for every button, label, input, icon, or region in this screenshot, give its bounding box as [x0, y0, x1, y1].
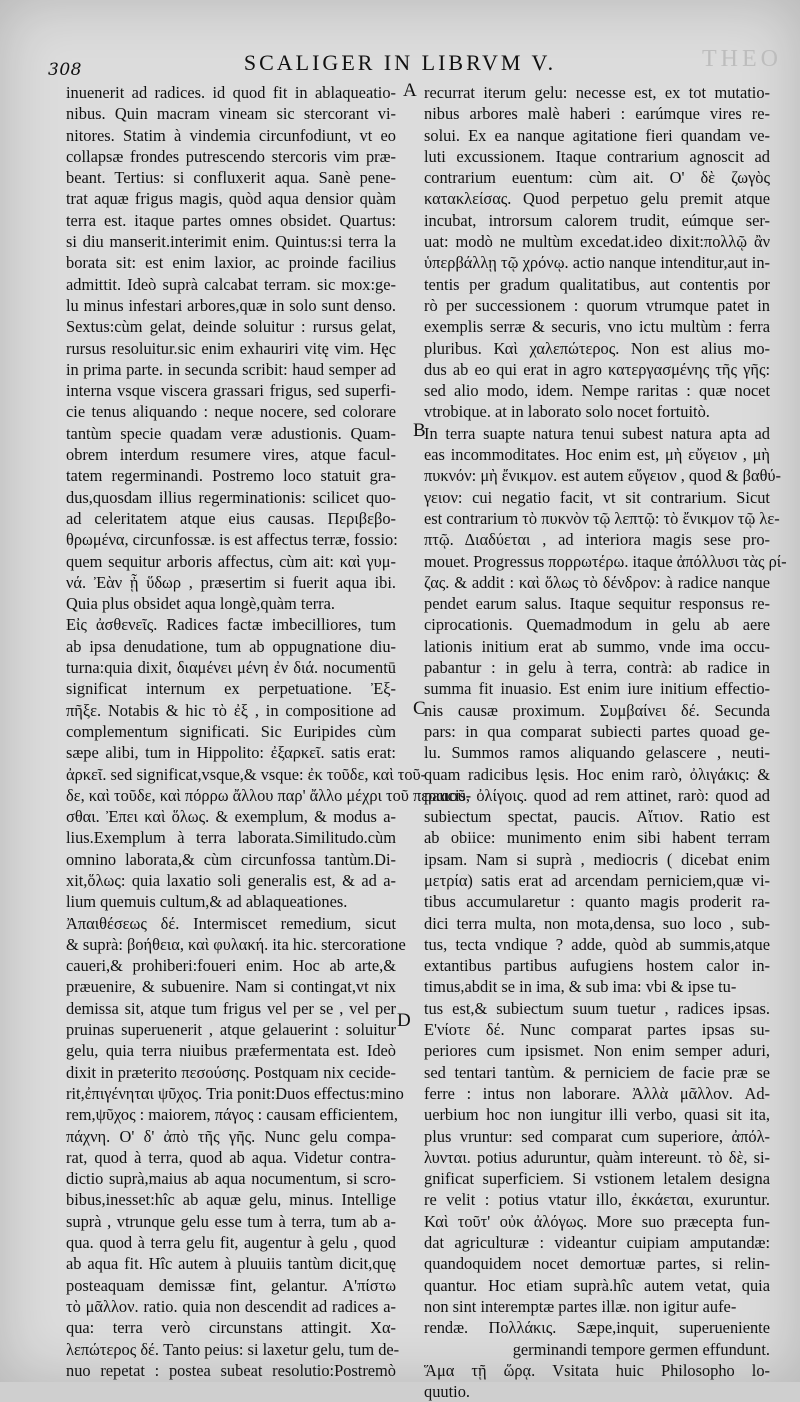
text-line: caueri,& prohiberi:foueri enim. Hoc ab arte,& — [66, 956, 396, 976]
text-line: quantur. Hoc etiam suprà.hîc autem vetat, quia — [424, 1275, 770, 1295]
text-line: pendet earum salus. Itaque sequitur responsus re- — [424, 594, 770, 614]
text-line: incubat, introrsum calorem trudit, eúmque ser- — [424, 210, 770, 230]
text-line: nuo repetat : postea subeat resolutio:Postremò — [66, 1360, 396, 1380]
text-line: nitores. Statim à vindemia circunfodiunt, vt eo — [66, 125, 396, 145]
text-line: uat: modò ne multùm excedat.ideo dixit:πολλῷ ἂν — [424, 232, 770, 252]
text-line: mouet. Progressus πορρωτέρω. itaque ἀπόλλυσι τὰς ρί- — [424, 551, 787, 571]
text-line: nibus. Quin macram vineam sic stercorant vi- — [66, 104, 396, 124]
margin-letter-b: B — [413, 420, 426, 441]
text-line: μετρία) satis erat ad arcendam perniciem,quæ vi- — [424, 870, 770, 890]
text-line: collapsæ frondes putrescendo stercoris vim præ- — [66, 146, 396, 166]
text-line: eas incommoditates. Hoc enim est, μὴ εὔγειον , μὴ — [424, 445, 770, 465]
text-line: borata sit: est enim laxior, ac proinde facilius — [66, 253, 396, 273]
text-line: qua. quod à terra gelu fit, augentur à gelu , quod — [66, 1233, 396, 1253]
text-line: bibus,inesset:hîc ab aquæ gelu, minus. Intellige — [66, 1190, 396, 1210]
text-line: extantibus partibus aufugiens hostem calor in- — [424, 956, 770, 976]
text-line: pabantur : in gelu à terra, contrà: ab radice in — [424, 658, 770, 678]
text-line: rat, quod à terra, quod ab aqua. Videtur contra- — [66, 1147, 396, 1167]
text-line: πῆξε. Notabis & hic τὸ ἐξ , in compositione ad — [66, 700, 396, 720]
text-line: ab ipsa denudatione, tum ab oppugnatione diu- — [66, 636, 396, 656]
text-line: ζας. & addit : καὶ ὅλως τὸ δένδρον: à radice nanque — [424, 572, 770, 592]
text-line: turna:quia dixit, διαμένει μένη ἐν διά. nocumentū — [66, 658, 396, 678]
text-line: quem sequitur arboris affectus, cùm ait: καὶ γυμ- — [66, 551, 396, 571]
text-line: quam radicibus lęsis. Hoc enim rarò, ὀλιγάκις: & — [424, 764, 770, 784]
text-line: solui. Ex ea nanque agitatione fieri quandam ve- — [424, 125, 770, 145]
text-line: omnino laborata,& cùm circunfossa tantùm.Di- — [66, 849, 396, 869]
text-line: ἀρκεῖ. sed significat,vsque,& vsque: ἐκ τοῦδε, καὶ τοῦ- — [66, 764, 427, 784]
text-line: Ε'νίοτε δέ. Nunc comparat partes ipsas su- — [424, 1020, 770, 1040]
margin-letter-c: C — [413, 698, 426, 719]
text-line: sæpe alibi, tum in Hippolito: ἐξαρκεῖ. satis erat: — [66, 743, 396, 763]
text-line: Quia plus obsidet aqua longè,quàm terra. — [66, 594, 336, 614]
text-line: ab aqua fit. Hîc autem à pluuiis tantùm dicit,quę — [66, 1254, 396, 1274]
text-line: πυκνόν: μὴ ἔνικμον. est autem εὔγειον , quod & βαθύ- — [424, 466, 782, 486]
text-line: lu. Summos ramos aliquando gelascere , neuti- — [424, 743, 770, 763]
text-line: cie tenus aliquando : neque nocere, sed colorare — [66, 402, 396, 422]
text-line: ab obiice: munimento enim sibi habent terram — [424, 828, 770, 848]
text-line: timus,abdit se in ima, & sub ima: vbi & ipse tu- — [424, 977, 737, 997]
text-line: pluribus. Καὶ χαλεπώτερος. Non est alius mo- — [424, 338, 770, 358]
text-line: posteaquam demissæ fint, gelantur. Α'πίστω — [66, 1275, 396, 1295]
text-line: in prima parte. in secunda scribit: haud semper ad — [66, 359, 396, 379]
text-line: vtrobique. at in laborato solo nocet fortuitò. — [424, 402, 710, 422]
text-line: pruinas superuenerit , atque gelauerint : soluitur — [66, 1020, 396, 1040]
text-line: rursus resoluitur.sic enim exhauriri vitę vim. Hęc — [66, 338, 396, 358]
text-line: complementum significati. Sic Euripides cùm — [66, 721, 396, 741]
text-line: sed alio modo, idem. Nempe raritas : quæ nocet — [424, 381, 770, 401]
text-line: recurrat iterum gelu: necesse est, ex tot mutatio- — [424, 83, 770, 102]
text-line: ferre : intus non laborare. Ἀλλὰ μᾶλλον. Ad- — [424, 1083, 770, 1103]
text-line: paucis, ὀλίγοις. quod ad rem attinet, rarò: quod ad — [424, 785, 770, 805]
left-text-column — [66, 82, 472, 1380]
text-line: inuenerit ad radices. id quod fit in ablaqueatio- — [66, 83, 396, 102]
text-line: rò per successionem : quorum vtrumque patet in — [424, 295, 770, 315]
text-line: lium quemuis cultum,& ad ablaqueationes. — [66, 892, 348, 912]
text-line: σθαι. Ἐπει καὶ ὅλως. & exemplum, & modus a- — [66, 807, 396, 827]
text-line: pars: in qua comparat subiecti partes quoad ge- — [424, 721, 770, 741]
text-line: rendæ. Πολλάκις. Sæpe,inquit, superueniente — [424, 1318, 770, 1338]
text-line: non sint interemptæ partes illæ. non igitur aufe- — [424, 1296, 737, 1316]
text-line: νά. Ἐὰν ᾖ ὕδωρ , præsertim si fuerit aqua ibi. — [66, 572, 396, 592]
text-line: Ἅμα τῇ ὥρᾳ. Vsitata huic Philosopho lo- — [424, 1360, 770, 1380]
text-line: dus ab eo qui erat in agro κατεργασμένης τῆς γῆς: — [424, 359, 770, 379]
margin-letter-d: D — [397, 1010, 411, 1031]
text-line: Εἰς ἀσθενεῖς. Radices factæ imbecilliores, tum — [66, 615, 396, 635]
text-line: tantùm specie quadam veræ adustionis. Quam- — [66, 423, 396, 443]
text-line: germinandi tempore germen effundunt. — [512, 1339, 770, 1359]
text-line: rem,ψῦχος : maiorem, πάγος : causam efficientem, — [66, 1105, 398, 1125]
text-line: θρωμένα, circunfossæ. is est affectus terræ, fossio: — [66, 530, 398, 550]
text-line: nis causæ proximum. Συμβαίνει δέ. Secunda — [424, 700, 770, 720]
text-line: Sextus:cùm gelat, deinde soluitur : rursus gelat, — [66, 317, 396, 337]
text-line: quandoquidem nocet demortuæ partes, si relin- — [424, 1254, 770, 1274]
running-head: SCALIGER IN LIBRVM V. — [243, 50, 557, 75]
text-line: ὑπερβάλλῃ τῷ χρόνῳ. actio nanque intenditur,aut in- — [424, 253, 770, 273]
text-line: rit,ἐπιγένηται ψῦχος. Tria ponit:Duos effectus:mino — [66, 1083, 404, 1103]
text-line: & suprà: βοήθεια, καὶ φυλακή. ita hic. stercoratione — [66, 934, 406, 954]
text-line: terra est. itaque partes omnes obsidet. Quartus: — [66, 210, 396, 230]
text-line: quutio. — [424, 1382, 470, 1402]
text-line: tus, tecta vndique ? adde, quòd ab summis,atque — [424, 934, 770, 954]
text-line: ciprocationis. Quemadmodum in gelu ab aere — [424, 615, 770, 635]
text-line: tentis per gradum qualitatibus, aut contentis por — [424, 274, 770, 294]
text-line: πάχνη. Ο' δ' ἀπὸ τῆς γῆς. Nunc gelu compa- — [66, 1126, 396, 1146]
page-number: 308 — [48, 60, 82, 80]
text-line: demissa sit, atque tum frigus vel per se , vel per — [66, 998, 396, 1018]
text-line: exemplis serræ & securis, vno ictu multùm : ferra — [424, 317, 770, 337]
text-line: summa fit inuasio. Est enim iure initium effectio- — [424, 679, 770, 699]
text-line: præuenire, & subuenire. Nam si contingat,vt nix — [66, 977, 396, 997]
text-line: est contrarium τὸ πυκνὸν τῷ λεπτῷ: τὸ ἔνικμον τῷ λε- — [424, 508, 780, 528]
text-line: tibus accumularetur : quanto magis proderit ra- — [424, 892, 770, 912]
text-line: Ἀπαιθέσεως δέ. Intermiscet remedium, sicut — [66, 913, 396, 933]
text-line: obrem interdum resumere vires, atque facul- — [66, 445, 396, 465]
text-line: gnificat superficiem. Si vstionem letalem designa — [424, 1169, 770, 1189]
text-line: beant. Tertius: si confluxerit aqua. Sanè pene- — [66, 168, 396, 188]
right-text-column — [424, 82, 787, 1402]
text-line: interna vsque viscera grassari frigus, sed superfi- — [66, 381, 396, 401]
text-line: tus est,& subiectum suum tuetur , radices ipsas. — [424, 998, 770, 1018]
text-line: dat agriculturæ : videantur cuipiam amputandæ: — [424, 1233, 770, 1253]
text-line: κατακλείσας. Quod perpetuo gelu premit atque — [424, 189, 770, 209]
text-line: gelu, quia terra niuibus præfermentata est. Ideò — [66, 1041, 396, 1061]
text-line: lationis initium erat ab summo, vnde ima occu- — [424, 636, 770, 656]
text-line: admittit. Ideò suprà calcabat terram. sic mox:ge- — [66, 274, 396, 294]
text-line: γειον: cui negatio facit, vt sit contrarium. Sicut — [424, 487, 770, 507]
text-line: dus,quosdam illius regerminationis: scilicet quo- — [66, 487, 396, 507]
text-line: nibus arbores malè haberi : earúmque vires re- — [424, 104, 770, 124]
text-line: lu minus infestari arbores,quæ in solo sunt denso. — [66, 295, 396, 315]
text-line: δε, καὶ τοῦδε, καὶ πόρρω ἄλλου παρ' ἄλλο μέχρι τοῦ περαιοῦ- — [66, 785, 472, 805]
text-line: dictio suprà,maius ab aqua nocumentum, si scro- — [66, 1169, 396, 1189]
text-line: contrarium euentum: cùm ait. Ο' δὲ ζωγὸς — [424, 168, 770, 188]
margin-letter-a: A — [403, 80, 417, 101]
text-line: uerbium hoc non iungitur illi verbo, quasi sit ita, — [424, 1105, 770, 1125]
text-line: subiectum spectat, paucis. Αἴτιον. Ratio est — [424, 807, 770, 827]
text-line: xit,ὅλως: quia laxatio soli generalis est, & ad a- — [66, 870, 396, 890]
text-line: dixit in præterito πεσούσης. Postquam nix cecide- — [66, 1062, 396, 1082]
text-line: suprà , vtrunque gelu esse tum à terra, tum ab a- — [66, 1211, 396, 1231]
text-line: lius.Exemplum à terra laborata.Similitudo.cùm — [66, 828, 396, 848]
text-line: plus vruntur: sed comparat cum superiore, ἀπόλ- — [424, 1126, 770, 1146]
text-line: ad celeritatem atque eius causas. Περιβεβο- — [66, 508, 396, 528]
text-line: qua: terra verò circunstans attingit. Χα- — [66, 1318, 396, 1338]
text-line: significat internum ex perpetuatione. Ἐξ- — [66, 679, 396, 699]
text-line: re velit : potius vtatur illo, ἐκκάεται, exuruntur. — [424, 1190, 770, 1210]
text-line: ipsam. Nam si suprà , mediocris ( dicebat enim — [424, 849, 770, 869]
text-line: sed tentari tantùm. & perniciem de facie præ se — [424, 1062, 770, 1082]
text-line: trat aquæ frigus magis, quòd aqua densior quàm — [66, 189, 396, 209]
text-line: luti excussionem. Itaque contrarium agnoscit ad — [424, 146, 770, 166]
text-line: si diu manserit.interimit enim. Quintus:si terra la — [66, 232, 396, 252]
text-line: τὸ μᾶλλον. ratio. quia non descendit ad radices a- — [66, 1296, 396, 1316]
text-line: πτῷ. Διαδύεται , ad interiora magis sese pro- — [424, 530, 770, 550]
text-line: dici terra multa, non mota,densa, suo loco , sub- — [424, 913, 770, 933]
text-line: λυνται. potius aduruntur, quàm intereunt. τὸ δὲ, si- — [424, 1147, 770, 1167]
text-line: tatem regerminandi. Postremo loco statuit gra- — [66, 466, 396, 486]
bleed-through-text: THEO — [702, 46, 782, 72]
text-line: In terra suapte natura tenui subest natura apta ad — [424, 423, 770, 443]
text-line: periores cum ipsismet. Non enim semper aduri, — [424, 1041, 770, 1061]
text-line: Καὶ τοῦτ' οὐκ ἀλόγως. More suo præcepta fun- — [424, 1211, 770, 1231]
text-line: λεπώτερος δέ. Tanto peius: si laxetur gelu, tum de- — [66, 1339, 400, 1359]
